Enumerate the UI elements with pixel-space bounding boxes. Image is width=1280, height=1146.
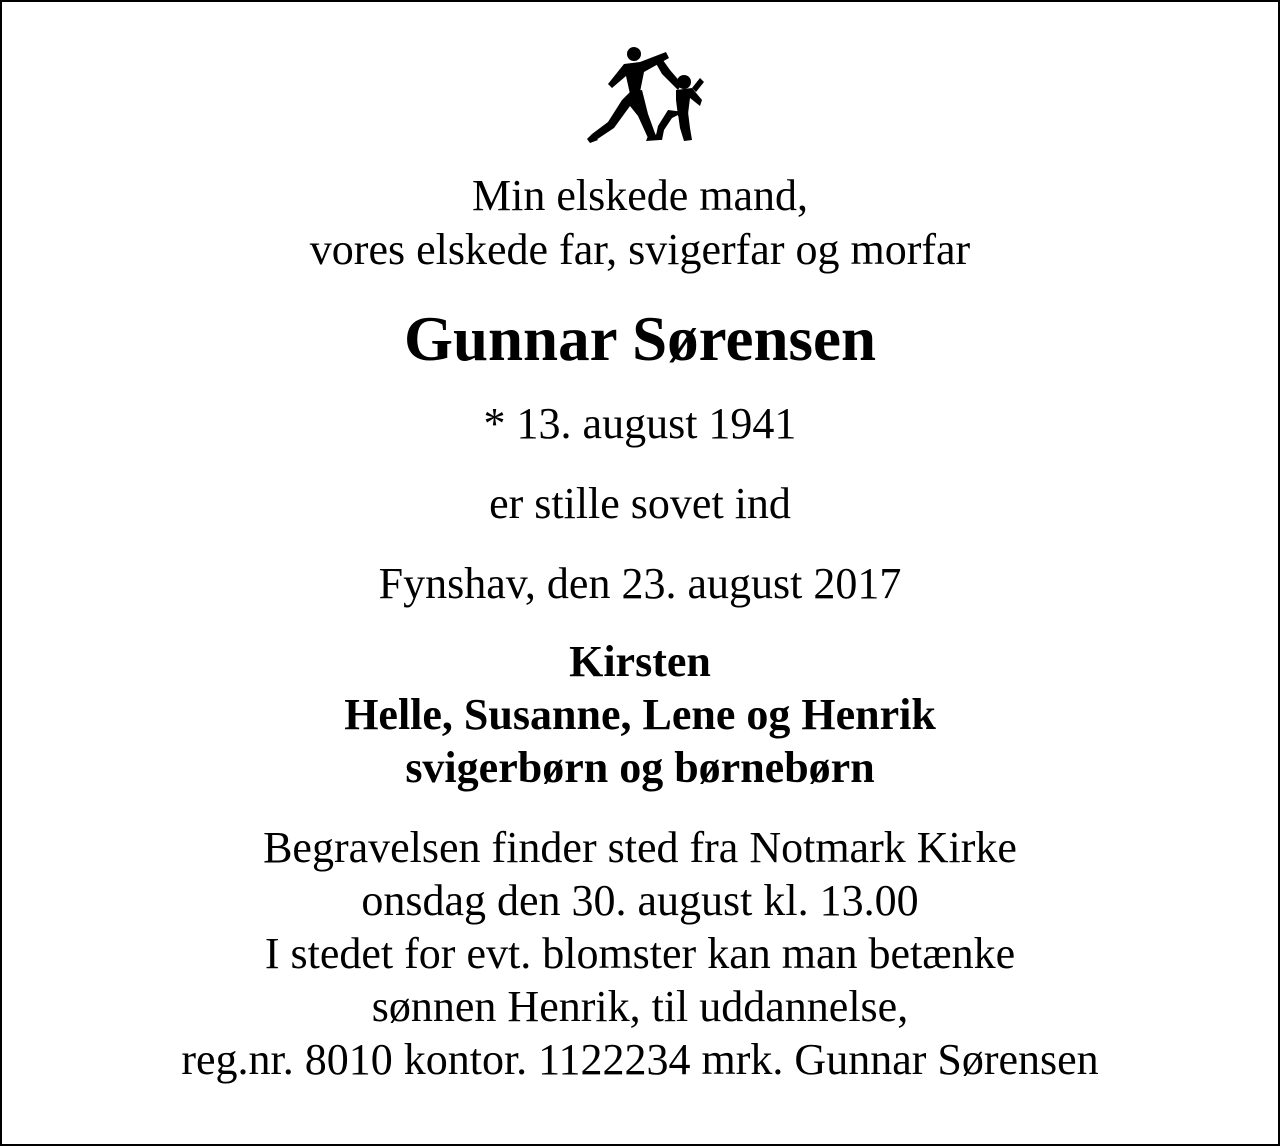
funeral-line-3: I stedet for evt. blomster kan man betænke <box>264 929 1016 978</box>
signer-line-1: Kirsten <box>569 637 711 686</box>
place-and-date: Fynshav, den 23. august 2017 <box>378 559 902 608</box>
funeral-line-4: sønnen Henrik, til uddannelse, <box>371 982 909 1031</box>
birth-date: * 13. august 1941 <box>483 399 797 448</box>
signer-line-2: Helle, Susanne, Lene og Henrik <box>344 690 936 739</box>
intro-line-1: Min elskede mand, <box>471 171 809 220</box>
signer-line-3: svigerbørn og børnebørn <box>405 743 875 792</box>
martial-artists-sparring-icon <box>584 44 712 146</box>
passing-phrase: er stille sovet ind <box>489 479 791 528</box>
intro-line-2: vores elskede far, svigerfar og morfar <box>309 225 971 274</box>
funeral-line-5: reg.nr. 8010 kontor. 1122234 mrk. Gunnar Sørensen <box>181 1035 1099 1084</box>
funeral-line-2: onsdag den 30. august kl. 13.00 <box>361 876 919 925</box>
funeral-line-1: Begravelsen finder sted fra Notmark Kirke <box>263 823 1017 872</box>
deceased-name: Gunnar Sørensen <box>403 304 877 374</box>
